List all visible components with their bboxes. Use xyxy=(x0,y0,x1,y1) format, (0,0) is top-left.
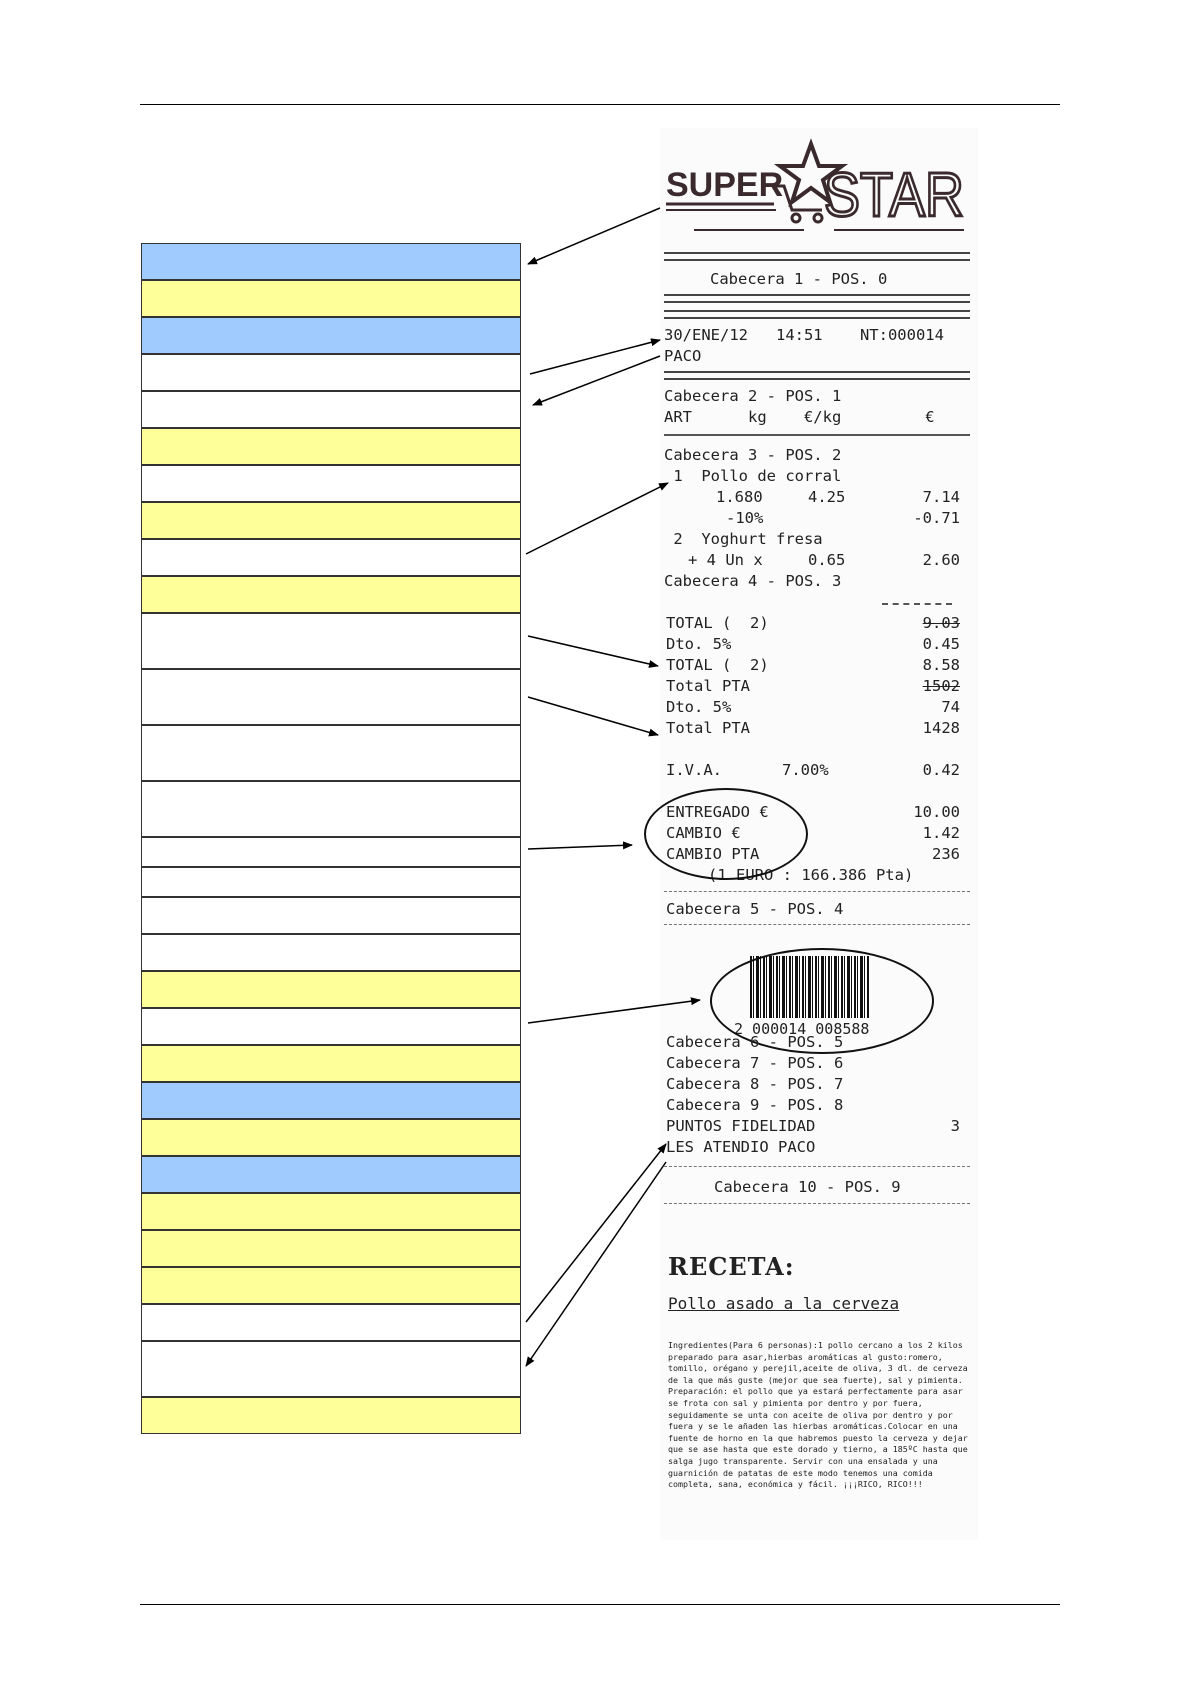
item-2-qty: + 4 Un x xyxy=(688,551,763,569)
header-9: Cabecera 9 - POS. 8 xyxy=(666,1096,844,1114)
euro-rate: (1 EURO : 166.386 Pta) xyxy=(708,866,914,884)
recipe-subtitle: Pollo asado a la cerveza xyxy=(668,1294,900,1313)
entregado-label: ENTREGADO € xyxy=(666,803,769,821)
logo-super-text: SUPER xyxy=(666,166,784,204)
barcode-number: 2 000014 008588 xyxy=(734,1020,870,1038)
total-1-label: TOTAL ( 2) xyxy=(666,614,769,632)
discount-2-label: Dto. 5% xyxy=(666,698,732,716)
discount-2-value: 74 xyxy=(941,698,960,716)
item-1-price: 4.25 xyxy=(808,488,846,506)
recipe-title: RECETA: xyxy=(668,1252,795,1281)
column-headers: ART kg €/kg € xyxy=(664,408,935,426)
atendio-line: LES ATENDIO PACO xyxy=(666,1138,816,1156)
iva-label: I.V.A. xyxy=(666,761,722,779)
header-6: Cabecera 6 - POS. 5 xyxy=(666,1033,844,1051)
header-1: Cabecera 1 - POS. 0 xyxy=(710,270,888,288)
item-2-name: 2 Yoghurt fresa xyxy=(664,530,823,548)
cambio-value: 1.42 xyxy=(922,824,960,842)
arrow-items xyxy=(526,483,668,554)
iva-rate: 7.00% xyxy=(782,761,829,779)
header-3: Cabecera 3 - POS. 2 xyxy=(664,446,842,464)
header-5: Cabecera 5 - POS. 4 xyxy=(666,900,844,918)
discount-1-label: Dto. 5% xyxy=(666,635,732,653)
puntos-value: 3 xyxy=(950,1117,960,1135)
pta-total-1-value: 1502 xyxy=(922,677,960,695)
pta-total-2-label: Total PTA xyxy=(666,719,750,737)
header-8: Cabecera 8 - POS. 7 xyxy=(666,1075,844,1093)
item-1-name: 1 Pollo de corral xyxy=(664,467,842,485)
item-2-price: 0.65 xyxy=(808,551,846,569)
arrow-puntos xyxy=(526,1144,666,1322)
item-1-kg: 1.680 xyxy=(716,488,763,506)
arrow-barcode xyxy=(528,1000,700,1023)
date-line: 30/ENE/12 14:51 NT:000014 xyxy=(664,326,944,344)
item-2-total: 2.60 xyxy=(922,551,960,569)
iva-value: 0.42 xyxy=(922,761,960,779)
arrow-atendio xyxy=(526,1162,666,1366)
cashier-name: PACO xyxy=(664,347,702,365)
cambio-pta-value: 236 xyxy=(932,845,960,863)
arrow-totals xyxy=(528,636,658,666)
arrow-logo xyxy=(528,208,660,264)
puntos-label: PUNTOS FIDELIDAD xyxy=(666,1117,816,1135)
item-1-discount: -10% xyxy=(726,509,764,527)
pta-total-2-value: 1428 xyxy=(922,719,960,737)
header-7: Cabecera 7 - POS. 6 xyxy=(666,1054,844,1072)
item-1-discount-value: -0.71 xyxy=(913,509,960,527)
arrow-cashier xyxy=(533,356,660,405)
header-2: Cabecera 2 - POS. 1 xyxy=(664,387,842,405)
header-10: Cabecera 10 - POS. 9 xyxy=(714,1178,901,1196)
total-2-label: TOTAL ( 2) xyxy=(666,656,769,674)
logo-star-text: STAR xyxy=(824,161,964,230)
recipe-body: Ingredientes(Para 6 personas):1 pollo cercano a los 2 kilos preparado para asar,hierbas aromáticas al gusto:romero, tomillo, orégano y perejil,aceite de oliva, 3 dl. de cerveza de la que más guste (mejor que sea fuerte), sal y pimienta. Preparación: el pollo que ya estará perfectamente para asar se frota con sal y pimienta por dentro y por fuera, seguidamente se unta con aceite de oliva por dentro y por fuera y se le añaden las hierbas aromáticas.Colocar en una fuente de horno en la que habremos puesto la cerveza y dejar que se ase hasta que este dorado y tierno, a 185ºC hasta que salga jugo transparente. Servir con una ensalada y una guarnición de patatas de este modo tenemos una comida completa, sana, económica y fácil. ¡¡¡RICO, RICO!!! xyxy=(668,1340,968,1490)
header-4: Cabecera 4 - POS. 3 xyxy=(664,572,842,590)
total-1-value: 9.03 xyxy=(922,614,960,632)
cambio-pta-label: CAMBIO PTA xyxy=(666,845,760,863)
arrow-date xyxy=(530,340,660,374)
item-1-total: 7.14 xyxy=(922,488,960,506)
discount-1-value: 0.45 xyxy=(922,635,960,653)
total-2-value: 8.58 xyxy=(922,656,960,674)
cambio-label: CAMBIO € xyxy=(666,824,741,842)
entregado-value: 10.00 xyxy=(913,803,960,821)
pta-total-1-label: Total PTA xyxy=(666,677,750,695)
arrow-pta xyxy=(528,697,658,735)
arrow-change xyxy=(528,845,632,849)
